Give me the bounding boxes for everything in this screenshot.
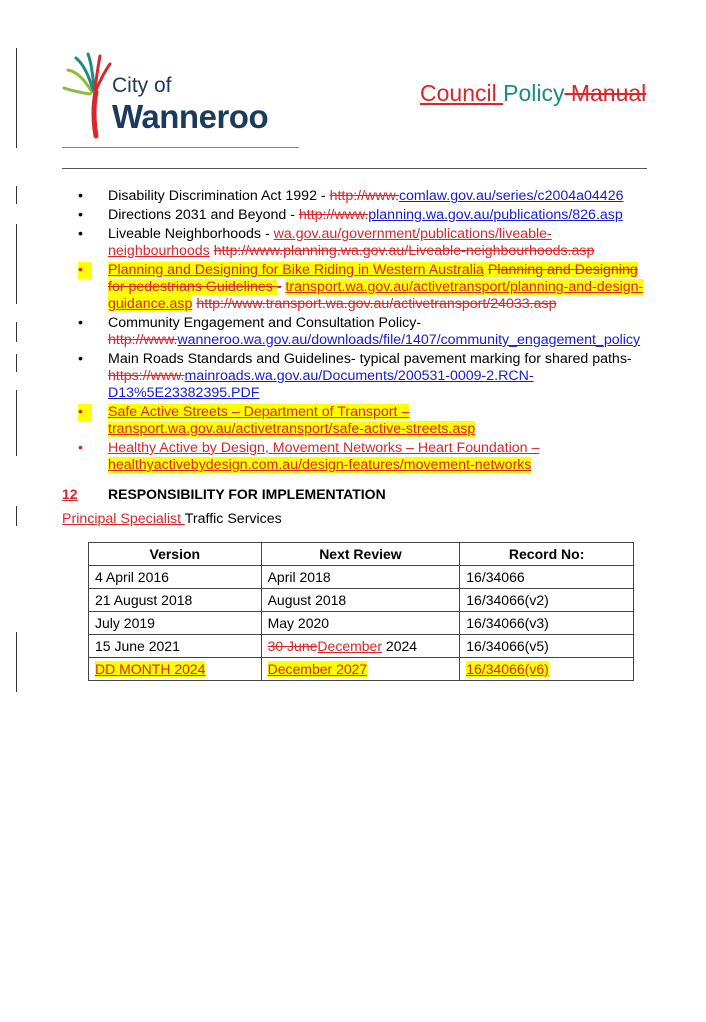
responsible-inserted: Principal Specialist bbox=[62, 511, 185, 527]
references-list bbox=[62, 188, 652, 476]
list-item bbox=[62, 315, 652, 349]
next-review-cell bbox=[261, 658, 460, 681]
list-item bbox=[62, 404, 652, 438]
reference-text: Safe Active Streets – Department of Transport – transport.wa.gov.au/activetransport/safe-active-streets.asp bbox=[108, 404, 476, 437]
table-row bbox=[89, 566, 634, 589]
cell-text: August 2018 bbox=[267, 592, 347, 608]
responsibility-line bbox=[62, 511, 282, 527]
reference-text: wa.gov.au/government/publications/liveable-neighbourhoods bbox=[108, 226, 552, 259]
list-item bbox=[62, 351, 652, 402]
list-item bbox=[62, 207, 652, 224]
list-item bbox=[62, 440, 652, 474]
cell-text: December 2027 bbox=[267, 661, 368, 677]
reference-text: http://www. bbox=[108, 332, 178, 348]
version-cell bbox=[89, 566, 262, 589]
change-bar bbox=[16, 48, 17, 148]
reference-text: transport.wa.gov.au/activetransport/planning-and-design-guidance.asp bbox=[108, 279, 644, 312]
title-deleted: Manual bbox=[564, 80, 647, 106]
table-row bbox=[89, 635, 634, 658]
change-bar bbox=[16, 322, 17, 342]
reference-text: Disability Discrimination Act 1992 - bbox=[108, 188, 330, 204]
header-next-review: Next Review bbox=[261, 543, 460, 566]
bullet-icon: • bbox=[78, 440, 83, 456]
reference-text: Liveable Neighborhoods - bbox=[108, 226, 274, 242]
logo-line2: Wanneroo bbox=[112, 98, 269, 135]
title-inserted: Council bbox=[420, 80, 504, 106]
header-record-no: Record No: bbox=[460, 543, 634, 566]
reference-text: healthyactivebydesign.com.au/design-features/movement-networks bbox=[108, 457, 532, 473]
cell-text: 16/34066(v6) bbox=[466, 661, 549, 677]
next-review-cell bbox=[261, 566, 460, 589]
table-header-row bbox=[89, 543, 634, 566]
cell-text: April 2018 bbox=[267, 569, 331, 585]
title-kept: Policy bbox=[503, 80, 565, 106]
record-no-cell bbox=[460, 612, 634, 635]
bullet-icon: • bbox=[78, 207, 83, 223]
cell-text: DD MONTH 2024 bbox=[95, 661, 206, 677]
section-number: 12 bbox=[62, 486, 78, 502]
change-bar bbox=[16, 632, 17, 692]
cell-text: 16/34066 bbox=[466, 569, 525, 585]
reference-text: Healthy Active by Design, Movement Networks – Heart Foundation – bbox=[108, 440, 540, 456]
reference-text: http://www. bbox=[298, 207, 369, 223]
section-heading bbox=[62, 486, 386, 502]
bullet-icon: • bbox=[78, 404, 92, 421]
reference-link[interactable]: planning.wa.gov.au/publications/826.asp bbox=[368, 207, 623, 223]
record-no-cell bbox=[460, 658, 634, 681]
bullet-icon: • bbox=[78, 226, 83, 242]
city-of-wanneroo-logo bbox=[62, 52, 302, 142]
reference-text: - bbox=[276, 279, 282, 295]
cell-text: 16/34066(v3) bbox=[466, 615, 549, 631]
record-no-cell bbox=[460, 589, 634, 612]
cell-text: 30 June bbox=[267, 638, 318, 654]
table-row bbox=[89, 589, 634, 612]
reference-text: http://www.planning.wa.gov.au/Liveable-neighbourhoods.asp bbox=[213, 243, 595, 259]
cell-text: 16/34066(v5) bbox=[466, 638, 549, 654]
record-no-cell bbox=[460, 635, 634, 658]
version-cell bbox=[89, 658, 262, 681]
record-no-cell bbox=[460, 566, 634, 589]
bullet-icon: • bbox=[78, 188, 83, 204]
next-review-cell bbox=[261, 635, 460, 658]
version-cell bbox=[89, 589, 262, 612]
list-item bbox=[62, 188, 652, 205]
version-table bbox=[88, 542, 634, 681]
logo-underline bbox=[62, 147, 299, 148]
reference-text: https://www. bbox=[108, 368, 185, 384]
reference-text: http://www. bbox=[329, 188, 399, 204]
change-bar bbox=[16, 506, 17, 526]
section-title: RESPONSIBILITY FOR IMPLEMENTATION bbox=[108, 486, 386, 502]
reference-text: Planning and Designing for Bike Riding in Western Australia bbox=[108, 262, 484, 278]
table-row bbox=[89, 658, 634, 681]
table-row bbox=[89, 612, 634, 635]
cell-text: 16/34066(v2) bbox=[466, 592, 549, 608]
reference-text: Directions 2031 and Beyond - bbox=[108, 207, 299, 223]
cell-text: 4 April 2016 bbox=[95, 569, 169, 585]
header-rule bbox=[62, 168, 647, 169]
version-cell bbox=[89, 635, 262, 658]
header-version: Version bbox=[89, 543, 262, 566]
reference-text: Planning and Designing for pedestrians Guidelines bbox=[108, 262, 638, 295]
cell-text: December bbox=[317, 638, 383, 654]
bullet-icon: • bbox=[78, 351, 83, 367]
change-bar bbox=[16, 186, 17, 204]
change-bar bbox=[16, 224, 17, 304]
document-title bbox=[420, 80, 706, 107]
cell-text: 15 June 2021 bbox=[95, 638, 180, 654]
bullet-icon: • bbox=[78, 315, 83, 331]
next-review-cell bbox=[261, 589, 460, 612]
reference-text: Community Engagement and Consultation Policy- bbox=[108, 315, 422, 331]
bullet-icon: • bbox=[78, 262, 92, 279]
cell-text: 2024 bbox=[382, 638, 418, 654]
change-bar bbox=[16, 390, 17, 456]
next-review-cell bbox=[261, 612, 460, 635]
logo-line1: City of bbox=[112, 74, 172, 97]
list-item bbox=[62, 226, 652, 260]
reference-text: Main Roads Standards and Guidelines- typical pavement marking for shared paths- bbox=[108, 351, 632, 367]
reference-link[interactable]: comlaw.gov.au/series/c2004a04426 bbox=[398, 188, 624, 204]
cell-text: May 2020 bbox=[267, 615, 330, 631]
reference-text: http://www.transport.wa.gov.au/activetransport/24033.asp bbox=[196, 296, 557, 312]
change-bar bbox=[16, 354, 17, 372]
list-item bbox=[62, 262, 652, 313]
version-cell bbox=[89, 612, 262, 635]
reference-link[interactable]: wanneroo.wa.gov.au/downloads/file/1407/community_engagement_policy bbox=[177, 332, 641, 348]
responsible-kept: Traffic Services bbox=[184, 511, 282, 527]
cell-text: July 2019 bbox=[95, 615, 155, 631]
cell-text: 21 August 2018 bbox=[95, 592, 193, 608]
reference-link[interactable]: mainroads.wa.gov.au/Documents/200531-0009-2.RCN-D13%5E23382395.PDF bbox=[108, 368, 534, 401]
